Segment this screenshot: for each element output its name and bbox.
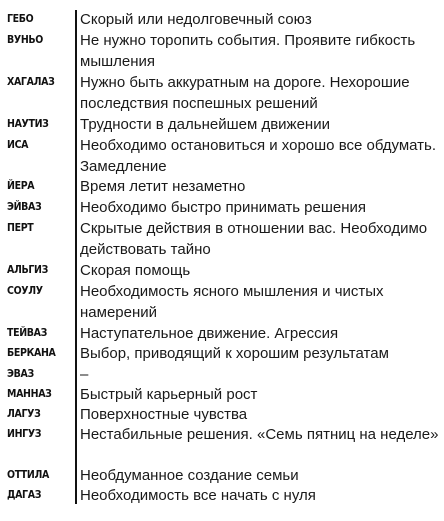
- rune-meaning: Нужно быть аккуратным на дороге. Нехорошие последствия поспешных решений: [80, 74, 410, 113]
- rune-meaning: Наступательное движение. Агрессия: [80, 325, 339, 342]
- rune-meaning: Трудности в дальнейшем движении: [80, 116, 330, 133]
- rune-name: АЛЬГИЗ: [7, 263, 48, 276]
- rune-name: ХАГАЛАЗ: [7, 75, 55, 88]
- rune-meaning: Быстрый карьерный рост: [80, 386, 258, 403]
- rune-meaning: Необходимо остановиться и хорошо все обдумать. Замедление: [80, 137, 437, 176]
- rune-name: ИСА: [7, 138, 29, 151]
- rune-name: ЙЕРА: [7, 179, 35, 192]
- rune-meaning: Поверхностные чувства: [80, 406, 248, 423]
- rune-name: НАУТИЗ: [7, 117, 49, 130]
- rune-name: ИНГУЗ: [7, 427, 42, 440]
- rune-name: МАННАЗ: [7, 387, 52, 400]
- rune-meaning: Выбор, приводящий к хорошим результатам: [80, 345, 389, 362]
- rune-meaning: Скрытые действия в отношении вас. Необходимо действовать тайно: [80, 220, 428, 259]
- rune-name: ГЕБО: [7, 12, 34, 25]
- rune-meaning: Необходимость ясного мышления и чистых намерений: [80, 283, 384, 322]
- rune-meaning: Время летит незаметно: [80, 178, 246, 195]
- rune-meaning: Не нужно торопить события. Проявите гибкость мышления: [80, 32, 416, 71]
- rune-name: ДАГАЗ: [7, 488, 42, 501]
- rune-name: ЭВАЗ: [7, 367, 34, 380]
- rune-name: ОТТИЛА: [7, 468, 49, 481]
- rune-name: ВУНЬО: [7, 33, 43, 46]
- rune-meaning: Необходимость все начать с нуля: [80, 487, 316, 504]
- rune-meaning: Необдуманное создание семьи: [80, 467, 299, 484]
- rune-name: СОУЛУ: [7, 284, 43, 297]
- rune-name: ПЕРТ: [7, 221, 34, 234]
- rune-meaning: Скорая помощь: [80, 262, 191, 279]
- rune-meaning: Необходимо быстро принимать решения: [80, 199, 367, 216]
- rune-name: ЛАГУЗ: [7, 407, 41, 420]
- rune-meaning: Нестабильные решения. «Семь пятниц на неделе»: [80, 426, 439, 443]
- rune-name: ЭЙВАЗ: [7, 200, 42, 213]
- rune-name: ТЕЙВАЗ: [7, 326, 48, 339]
- rune-meaning: Скорый или недолговечный союз: [80, 11, 312, 28]
- rune-name: БЕРКАНА: [7, 346, 56, 359]
- column-divider: [75, 10, 77, 504]
- rune-meaning: –: [80, 366, 89, 383]
